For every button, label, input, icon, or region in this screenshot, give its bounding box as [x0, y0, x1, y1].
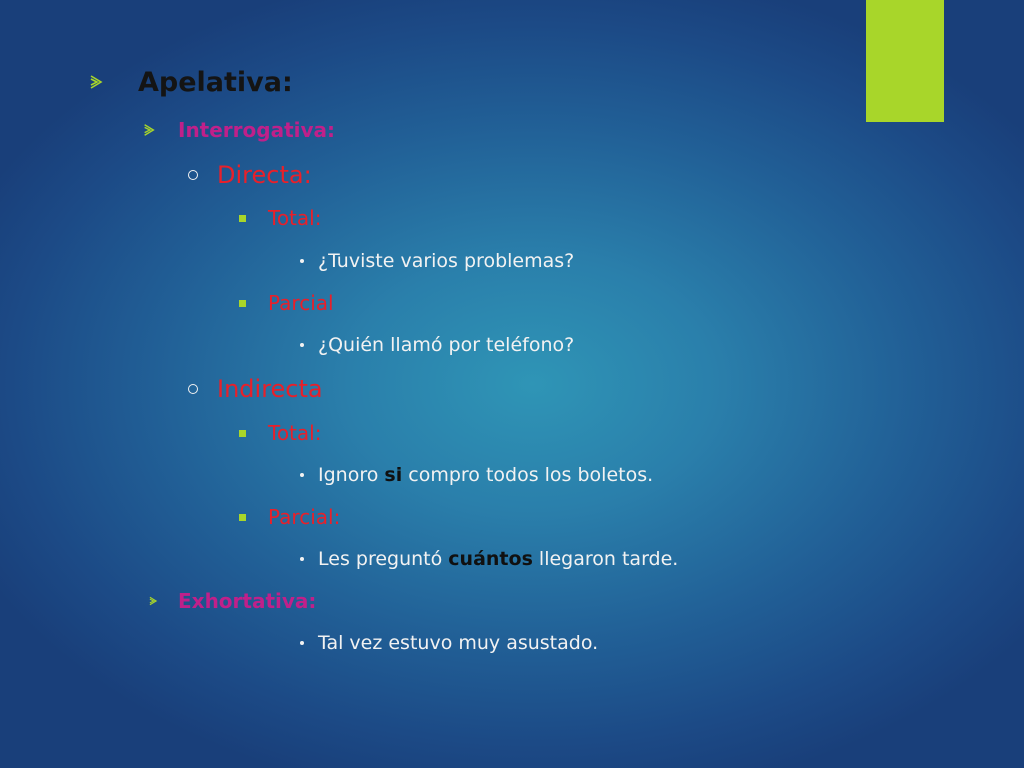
square-bullet-icon: [239, 300, 246, 307]
accent-bar: [866, 0, 944, 122]
outline-item-indirecta-parcial-example: [300, 544, 678, 574]
example-text-part: Ignoro: [318, 464, 385, 486]
outline-item-interrogativa: [142, 115, 335, 145]
label-indirecta-parcial: Parcial:: [268, 505, 341, 529]
heading-indirecta: Indirecta: [217, 375, 323, 403]
dot-bullet-icon: [300, 343, 304, 347]
dot-bullet-icon: [300, 557, 304, 561]
arrow-bullet-icon: [88, 74, 104, 90]
example-text-part: compro todos los boletos.: [402, 464, 654, 486]
outline-item-directa: [188, 158, 312, 192]
outline-item-directa-parcial-example: [300, 330, 574, 360]
outline-item-exhortativa: [148, 586, 316, 616]
outline-item-apelativa: [88, 64, 293, 100]
example-text-part: llegaron tarde.: [532, 548, 679, 570]
dot-bullet-icon: [300, 641, 304, 645]
square-bullet-icon: [239, 514, 246, 521]
circle-bullet-icon: [188, 170, 198, 180]
label-directa-parcial: Parcial: [268, 291, 334, 315]
arrow-bullet-icon: [148, 596, 158, 606]
outline-item-indirecta-total: [239, 418, 321, 448]
example-indirecta-total: [318, 464, 653, 486]
dot-bullet-icon: [300, 473, 304, 477]
outline-item-directa-total: [239, 203, 321, 233]
square-bullet-icon: [239, 215, 246, 222]
arrow-bullet-icon: [142, 123, 156, 137]
example-directa-parcial: ¿Quién llamó por teléfono?: [318, 334, 575, 356]
example-bold-word: cuántos: [448, 548, 533, 570]
example-text-part: Les preguntó: [318, 548, 449, 570]
heading-exhortativa: Exhortativa:: [178, 589, 317, 613]
example-exhortativa: Tal vez estuvo muy asustado.: [318, 632, 599, 654]
outline-item-indirecta: [188, 372, 323, 406]
dot-bullet-icon: [300, 259, 304, 263]
heading-apelativa: Apelativa:: [138, 66, 293, 98]
square-bullet-icon: [239, 430, 246, 437]
outline-item-directa-parcial: [239, 288, 334, 318]
outline-item-exhortativa-example: [300, 628, 598, 658]
label-indirecta-total: Total:: [268, 421, 322, 445]
heading-interrogativa: Interrogativa:: [178, 118, 336, 142]
example-indirecta-parcial: [318, 548, 678, 570]
example-bold-word: si: [384, 464, 403, 486]
circle-bullet-icon: [188, 384, 198, 394]
label-directa-total: Total:: [268, 206, 322, 230]
outline-item-indirecta-parcial: [239, 502, 340, 532]
outline-item-directa-total-example: [300, 246, 574, 276]
example-directa-total: ¿Tuviste varios problemas?: [318, 250, 575, 272]
outline-item-indirecta-total-example: [300, 460, 653, 490]
heading-directa: Directa:: [217, 161, 312, 189]
